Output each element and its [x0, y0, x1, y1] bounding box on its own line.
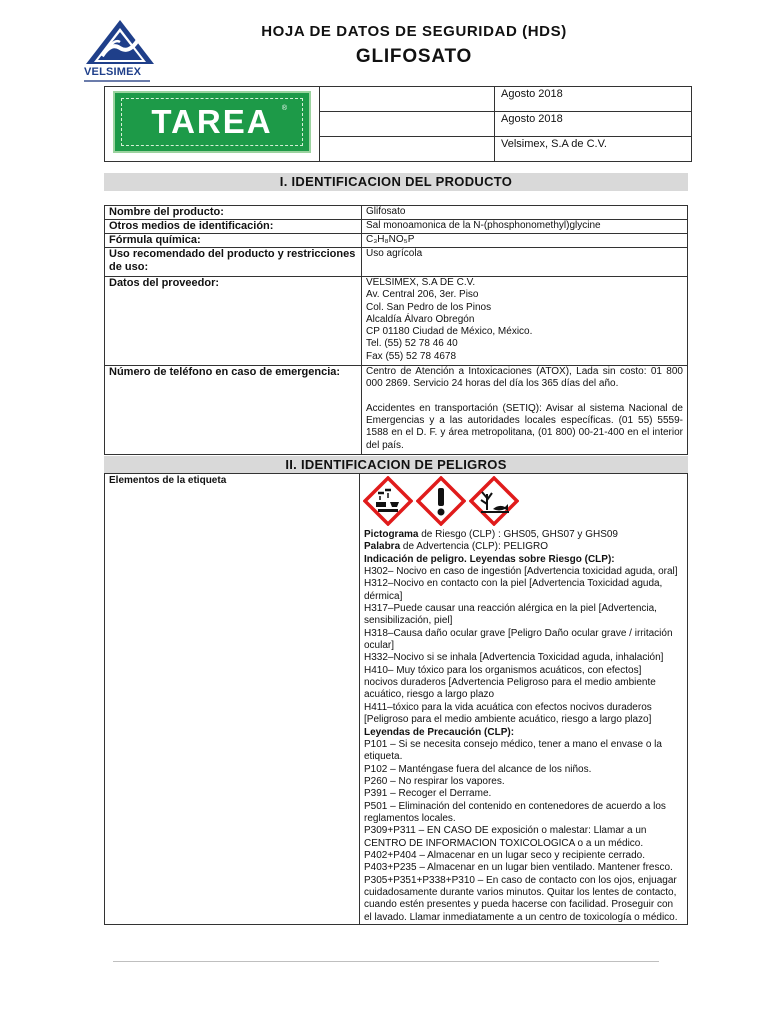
footer-divider: [113, 961, 659, 962]
precautionary-statement: P501 – Eliminación del contenido en contenedores de acuerdo a los reglamentos locales.: [364, 800, 666, 824]
precautionary-statement: P309+P311 – EN CASO DE exposición o malestar: Llamar a un CENTRO DE INFORMACION TOXICOLOGICA o a un médico.: [364, 825, 647, 849]
supplier-details: [362, 277, 688, 366]
paragraph-spacer: [366, 391, 683, 403]
document-title: HOJA DE DATOS DE SEGURIDAD (HDS): [261, 23, 567, 40]
precautionary-statement: P391 – Recoger el Derrame.: [364, 788, 492, 800]
supplier-line: VELSIMEX, S.A DE C.V.: [366, 277, 476, 288]
header-row: [105, 87, 692, 112]
precautionary-statements-heading: Leyendas de Precaución (CLP):: [364, 726, 515, 738]
field-value: Uso agrícola: [362, 248, 688, 277]
product-logo-cell: [105, 87, 320, 162]
product-title: GLIFOSATO: [355, 46, 473, 67]
precautionary-statement: P402+P404 – Almacenar en un lugar seco y recipiente cerrado.: [364, 849, 646, 861]
table-row: [105, 474, 688, 925]
label-elements: [360, 474, 688, 925]
supplier-line: Col. San Pedro de los Pinos: [366, 301, 492, 313]
hazard-statement: H332–Nocivo si se inhala [Advertencia Toxicidad aguda, inhalación]: [364, 652, 664, 664]
field-label: Nombre del producto:: [105, 206, 362, 220]
supplier-line: Tel. (55) 52 78 46 40: [366, 338, 458, 350]
field-label: Fórmula química:: [105, 234, 362, 248]
pictogram-codes: de Riesgo (CLP) : GHS05, GHS07 y GHS09: [418, 529, 618, 540]
table-row: [105, 234, 688, 248]
header-cell-left: [320, 87, 495, 112]
hazard-statements-heading: Indicación de peligro. Leyendas sobre Riesgo (CLP):: [364, 553, 615, 565]
header-cell-company: Velsimex, S.A de C.V.: [495, 137, 692, 162]
ghs07-exclamation-icon: [416, 476, 466, 526]
header-info-table: [104, 86, 692, 162]
precautionary-statement: P260 – No respirar los vapores.: [364, 775, 505, 787]
registered-mark: ®: [281, 105, 287, 112]
hazard-statement: H312–Nocivo en contacto con la piel [Advertencia Toxicidad aguda, dérmica]: [364, 578, 663, 602]
hazard-statement: H317–Puede causar una reacción alérgica en la piel [Advertencia, sensibilización, piel]: [364, 603, 657, 627]
precautionary-statement: P403+P235 – Almacenar en un lugar bien ventilado. Mantener fresco.: [364, 862, 673, 874]
field-label: Número de teléfono en caso de emergencia:: [105, 366, 362, 455]
section-1-heading: I. IDENTIFICACION DEL PRODUCTO: [104, 173, 688, 191]
pictogram-statement: [364, 529, 683, 541]
header-cell-revision-date: Agosto 2018: [495, 112, 692, 137]
header-cell-left: [320, 137, 495, 162]
company-logo-text: VELSIMEX: [84, 66, 142, 78]
field-label: Otros medios de identificación:: [105, 220, 362, 234]
table-row: [105, 366, 688, 455]
field-value: Sal monoamonica de la N-(phosphonomethyl)glycine: [362, 220, 688, 234]
product-identification-table: [104, 205, 688, 455]
hazard-statement: nocivos duraderos [Advertencia Peligroso para el medio ambiente acuático, riesgo a largo plazo: [364, 677, 656, 701]
emergency-atox: Centro de Atención a Intoxicaciones (ATOX), Lada sin costo: 01 800 000 2869. Servicio 24 horas del día los 365 días del año.: [366, 366, 683, 390]
table-row: [105, 206, 688, 220]
product-logo: [113, 91, 311, 153]
table-row: [105, 277, 688, 366]
signal-word-label: Palabra: [364, 541, 401, 553]
signal-word-value: de Advertencia (CLP): PELIGRO: [400, 541, 548, 553]
header-cell-date: Agosto 2018: [495, 87, 692, 112]
table-row: [105, 248, 688, 277]
product-logo-text: TAREA: [151, 103, 273, 140]
hazard-statement: H411–tóxico para la vida acuática con efectos nocivos duraderos [Peligroso para el medio ambiente acuático, riesgo a largo plazo]: [364, 701, 652, 726]
precautionary-statement: P102 – Manténgase fuera del alcance de los niños.: [364, 763, 592, 775]
field-value: C₃H₈NO₅P: [362, 234, 688, 248]
header-cell-left: [320, 112, 495, 137]
emergency-contacts: [362, 366, 688, 455]
precautionary-statement: P305+P351+P338+P310 – En caso de contacto con los ojos, enjuagar cuidadosamente durante varios minutos. Quitar los lentes de contacto, cuando estén presentes y pueda hacerse con facilidad. Proseguir con el lavado. Llamar inmediatamente a un centro de toxicología o médico.: [364, 874, 678, 923]
hazard-statement: H410– Muy tóxico para los organismos acuáticos, con efectos]: [364, 664, 642, 676]
field-label: Datos del proveedor:: [105, 277, 362, 366]
supplier-line: Av. Central 206, 3er. Piso: [366, 289, 479, 301]
field-label: Elementos de la etiqueta: [105, 474, 360, 925]
field-value: Glifosato: [362, 206, 688, 220]
signal-word-statement: [364, 541, 683, 553]
table-row: [105, 220, 688, 234]
ghs05-corrosion-icon: [363, 476, 413, 526]
pictogram-row: [363, 476, 683, 526]
hazard-identification-table: [104, 473, 688, 925]
supplier-line: Alcaldía Álvaro Obregón: [366, 313, 475, 325]
section-2-heading: II. IDENTIFICACION DE PELIGROS: [104, 456, 688, 474]
supplier-line: Fax (55) 52 78 4678: [366, 350, 457, 362]
hazard-statement: H302– Nocivo en caso de ingestión [Advertencia toxicidad aguda, oral]: [364, 566, 678, 578]
company-logo-tagline: [84, 80, 150, 82]
emergency-setiq: Accidentes en transportación (SETIQ): Avisar al sistema Nacional de Emergencias y a las autoridades locales específicas. (01 55) 5559-1588 en el D. F. y área metropolitana, (01 800) 00-21-400 en el interior del país.: [366, 402, 683, 451]
hazard-statement: H318–Causa daño ocular grave [Peligro Daño ocular grave / irritación ocular]: [364, 627, 673, 652]
field-label: Uso recomendado del producto y restricciones de uso:: [105, 248, 362, 277]
ghs09-environment-icon: [469, 476, 519, 526]
pictogram-label: Pictograma: [364, 529, 419, 540]
supplier-line: CP 01180 Ciudad de México, México.: [366, 326, 533, 338]
product-logo-frame: [121, 98, 303, 146]
precautionary-statement: P101 – Si se necesita consejo médico, tener a mano el envase o la etiqueta.: [364, 738, 662, 763]
